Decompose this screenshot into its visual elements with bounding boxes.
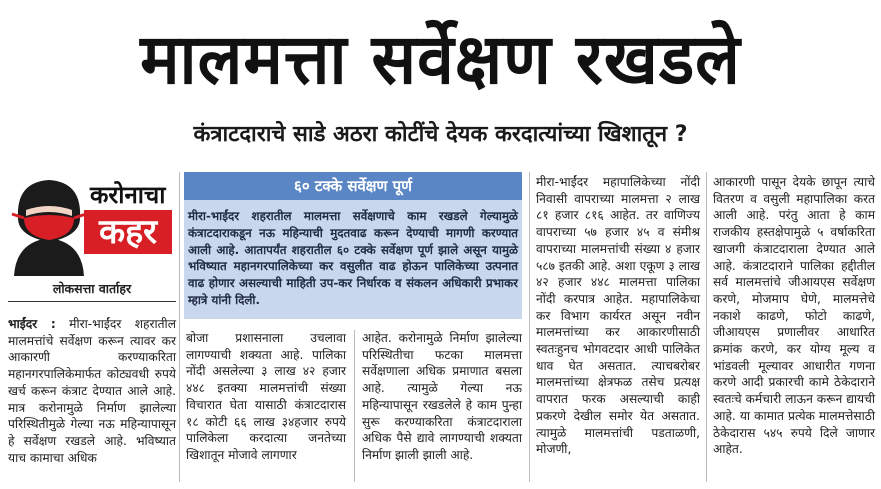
column-divider [179, 172, 180, 482]
subheadline: कंत्राटदाराचे साडे अठरा कोटींचे देयक करदात्यांच्या खिशातून ? [193, 122, 688, 147]
article-column-4: मीरा-भाईंदर महापालिकेच्या नोंदी निवासी वापराच्या मालमत्ता २ लाख ८१ हजार ८१६ आहेत. तर वाणिज्य वापराच्या ५७ हजार ४५ व संमीश्र वापराच्या मालमत्तांची संख्या ४ हजार ५८७ इतकी आहे. अशा एकूण ३ लाख ४२ हजार ४४८ मालमत्ता पालिका नोंदी करपात्र आहेत. महापालिकेचा कर विभाग कार्यरत असून नवीन मालमत्तांच्या कर आकारणीसाठी स्वतःहुनच भोगवटदार आधी पालिकेत धाव घेत असतात. त्याचबरोबर मालमत्तांच्या क्षेत्रफळ तसेच प्रत्यक्ष वापरात फरक असल्याची काही प्रकरणे देखील समोर येत असतात. त्यामुळे मालमत्तांची पडताळणी, मोजणी, [536, 175, 700, 457]
article-column-5: आकारणी पासून देयके छापून त्याचे वितरण व वसुली महापालिका करत आली आहे. परंतु आता हे काम राजकीय हस्तक्षेपामुळे ५ वर्षाकरिता खाजगी कंत्राटदाराला देण्यात आले आहे. कंत्राटदाराने पालिका हद्दीतील सर्व मालमत्तांचे जीआयएस सर्वेक्षण करणे, मोजमाप घेणे, मालमत्तेचे नकाशे काढणे, फोटो काढणे, जीआयएस प्रणालीवर आधारित क्रमांक करणे, कर योग्य मूल्य व भांडवली मूल्यावर आधारीत गणना करणे आदी प्रकारची कामे ठेकेदाराने स्वतःचे कर्मचारी लाऊन करून द्यायची आहे. या कामात प्रत्येक मालमत्तेसाठी ठेकेदारास ५४५ रुपये दिले जाणार आहेत. [713, 175, 875, 457]
logo-top-text: करोनाचा [90, 181, 166, 209]
logo-bottom-text: कहर [84, 210, 172, 254]
masked-person-icon [4, 172, 94, 277]
column-divider [529, 172, 530, 482]
article-column-1 [8, 316, 176, 466]
column-divider [354, 330, 355, 482]
byline: लोकसत्ता वार्ताहर [8, 280, 176, 302]
highlight-box-text: मीरा-भाईंदर शहरातील मालमत्ता सर्वेक्षणाचे काम रखडले गेल्यामुळे कंत्राटदाराकडून नऊ महिन्याची मुदतवाढ करून देण्याची मागणी करण्यात आली आहे. आतापर्यंत शहरातील ६० टक्के सर्वेक्षण पूर्ण झाले असून यामुळे भविष्यात महानगरपालिकेच्या कर वसुलीत वाढ होऊन पालिकेच्या उत्पनात वाढ होणार असल्याची माहिती उप-कर निर्धारक व संकलन अधिकारी प्रभाकर म्हात्रे यांनी दिली. [188, 209, 518, 307]
dateline: भाईंदर : [8, 317, 56, 331]
article-column-2: बोजा प्रशासनाला उचलावा लागण्याची शक्यता आहे. पालिका नोंदी असलेल्या ३ लाख ४२ हजार ४४८ इतक्या मालमत्तांची संख्या विचारात घेता यासाठी कंत्राटदारास १८ कोटी ६६ लाख ३४हजार रुपये पालिकेला करदात्या जनतेच्या खिशातून मोजावे लागणार [186, 331, 346, 462]
article-column-3: आहेत. करोनामुळे निर्माण झालेल्या परिस्थितीचा फटका मालमत्ता सर्वेक्षणाला अधिक प्रमाणात बसला आहे. त्यामुळे गेल्या नऊ महिन्यापासून रखडलेले हे काम पुन्हा सुरू करण्याकरिता कंत्राटदाराला अधिक पैसे द्यावे लागण्याची शक्यता निर्माण झाली झाली आहे. [362, 331, 522, 462]
column-divider [706, 172, 707, 482]
corona-logo [4, 172, 176, 277]
highlight-box-heading: ६० टक्के सर्वेक्षण पूर्ण [184, 172, 522, 200]
column-1-text: मीरा-भाईंदर शहरातील मालमत्तांचे सर्वेक्षण करून त्यावर कर आकारणी करण्याकरिता महानगरपालिकेमार्फत कोट्यवधी रुपये खर्च करून कंत्राट देण्यात आले आहे. मात्र करोनामुळे निर्माण झालेल्या परिस्थितीमुळे गेल्या नऊ महिन्यापासून हे सर्वेक्षण रखडले आहे. भविष्यात याच कामाचा अधिक [8, 317, 176, 465]
headline: मालमत्ता सर्वेक्षण रखडले [140, 19, 741, 100]
